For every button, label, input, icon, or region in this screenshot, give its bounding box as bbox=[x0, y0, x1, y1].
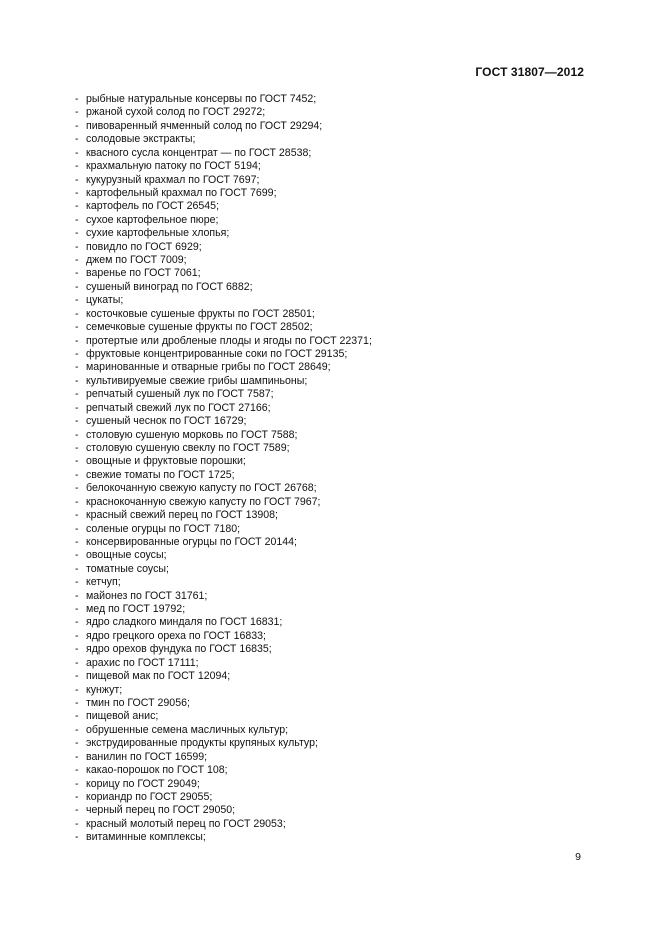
page-number: 9 bbox=[575, 851, 581, 863]
list-item bbox=[75, 361, 372, 374]
list-item bbox=[75, 804, 372, 817]
list-item bbox=[75, 415, 372, 428]
list-marker: - bbox=[75, 562, 79, 575]
list-item bbox=[75, 442, 372, 455]
list-marker: - bbox=[75, 777, 79, 790]
list-item-text: витаминные комплексы; bbox=[86, 831, 206, 844]
list-item bbox=[75, 536, 372, 549]
list-marker: - bbox=[75, 723, 79, 736]
list-item bbox=[75, 737, 372, 750]
list-marker: - bbox=[75, 509, 79, 522]
list-marker: - bbox=[75, 441, 79, 454]
list-item bbox=[75, 764, 372, 777]
list-marker: - bbox=[75, 388, 79, 401]
list-item bbox=[75, 496, 372, 509]
list-item-text: тмин по ГОСТ 29056; bbox=[86, 696, 190, 709]
list-marker: - bbox=[75, 160, 79, 173]
list-marker: - bbox=[75, 468, 79, 481]
list-item bbox=[75, 241, 372, 254]
list-item bbox=[75, 214, 372, 227]
list-item-text: джем по ГОСТ 7009; bbox=[86, 254, 187, 267]
list-item-text: варенье по ГОСТ 7061; bbox=[86, 267, 201, 280]
list-item bbox=[75, 348, 372, 361]
list-marker: - bbox=[75, 455, 79, 468]
list-item bbox=[75, 710, 372, 723]
list-item-text: экструдированные продукты крупяных культур; bbox=[86, 737, 318, 750]
list-item bbox=[75, 563, 372, 576]
list-item-text: семечковые сушеные фрукты по ГОСТ 28502; bbox=[86, 321, 313, 334]
list-item-text: сушеный чеснок по ГОСТ 16729; bbox=[86, 415, 247, 428]
list-item-text: краснокочанную свежую капусту по ГОСТ 7967; bbox=[86, 495, 321, 508]
list-marker: - bbox=[75, 213, 79, 226]
list-item-text: рыбные натуральные консервы по ГОСТ 7452; bbox=[86, 93, 317, 105]
list-item-text: соленые огурцы по ГОСТ 7180; bbox=[86, 522, 241, 535]
list-item-text: кунжут; bbox=[86, 683, 123, 696]
list-item bbox=[75, 335, 372, 348]
list-item-text: столовую сушеную морковь по ГОСТ 7588; bbox=[86, 428, 298, 441]
list-marker: - bbox=[75, 133, 79, 146]
list-item-text: солодовые экстракты; bbox=[86, 133, 196, 146]
list-marker: - bbox=[75, 683, 79, 696]
list-item-text: томатные соусы; bbox=[86, 562, 169, 575]
list-marker: - bbox=[75, 415, 79, 428]
list-marker: - bbox=[75, 200, 79, 213]
list-item-text: ядро сладкого миндаля по ГОСТ 16831; bbox=[86, 616, 283, 629]
list-item bbox=[75, 227, 372, 240]
list-item bbox=[75, 630, 372, 643]
list-item-text: овощные и фруктовые порошки; bbox=[86, 455, 246, 468]
list-item-text: повидло по ГОСТ 6929; bbox=[86, 240, 202, 253]
list-marker: - bbox=[75, 428, 79, 441]
list-marker: - bbox=[75, 361, 79, 374]
list-item bbox=[75, 697, 372, 710]
list-marker: - bbox=[75, 750, 79, 763]
list-marker: - bbox=[75, 119, 79, 132]
list-item-text: какао-порошок по ГОСТ 108; bbox=[86, 764, 228, 777]
list-marker: - bbox=[75, 764, 79, 777]
list-marker: - bbox=[75, 576, 79, 589]
list-item bbox=[75, 120, 372, 133]
list-item-text: маринованные и отварные грибы по ГОСТ 28649; bbox=[86, 361, 331, 374]
list-item bbox=[75, 724, 372, 737]
list-marker: - bbox=[75, 804, 79, 817]
list-item-text: сухое картофельное пюре; bbox=[86, 213, 219, 226]
list-item bbox=[75, 308, 372, 321]
list-item bbox=[75, 375, 372, 388]
list-marker: - bbox=[75, 616, 79, 629]
list-item bbox=[75, 469, 372, 482]
list-item-text: ядро орехов фундука по ГОСТ 16835; bbox=[86, 643, 272, 656]
list-item bbox=[75, 388, 372, 401]
page-header: ГОСТ 31807—2012 bbox=[475, 65, 584, 79]
list-item-text: корицу по ГОСТ 29049; bbox=[86, 777, 200, 790]
list-item bbox=[75, 576, 372, 589]
list-item bbox=[75, 106, 372, 119]
list-item bbox=[75, 200, 372, 213]
list-item-text: черный перец по ГОСТ 29050; bbox=[86, 804, 236, 817]
list-item-text: столовую сушеную свеклу по ГОСТ 7589; bbox=[86, 441, 290, 454]
list-item bbox=[75, 791, 372, 804]
list-item-text: репчатый сушеный лук по ГОСТ 7587; bbox=[86, 388, 274, 401]
list-item-text: красный свежий перец по ГОСТ 13908; bbox=[86, 509, 278, 522]
list-item-text: кукурузный крахмал по ГОСТ 7697; bbox=[86, 173, 260, 186]
list-marker: - bbox=[75, 374, 79, 387]
list-marker: - bbox=[75, 240, 79, 253]
list-item-text: кетчуп; bbox=[86, 576, 121, 589]
list-marker: - bbox=[75, 790, 79, 803]
list-item bbox=[75, 549, 372, 562]
list-item bbox=[75, 429, 372, 442]
list-item bbox=[75, 616, 372, 629]
list-item bbox=[75, 684, 372, 697]
list-item-text: мед по ГОСТ 19792; bbox=[86, 603, 186, 616]
list-item-text: косточковые сушеные фрукты по ГОСТ 28501; bbox=[86, 307, 315, 320]
list-marker: - bbox=[75, 93, 79, 105]
list-item bbox=[75, 254, 372, 267]
list-item-text: ржаной сухой солод по ГОСТ 29272; bbox=[86, 106, 266, 119]
list-item-text: белокочанную свежую капусту по ГОСТ 26768; bbox=[86, 482, 317, 495]
list-item-text: цукаты; bbox=[86, 294, 124, 307]
list-item bbox=[75, 321, 372, 334]
list-item bbox=[75, 778, 372, 791]
list-item-text: арахис по ГОСТ 17111; bbox=[86, 656, 199, 669]
list-marker: - bbox=[75, 254, 79, 267]
list-item-text: консервированные огурцы по ГОСТ 20144; bbox=[86, 535, 297, 548]
list-item bbox=[75, 590, 372, 603]
list-item-text: обрушенные семена масличных культур; bbox=[86, 723, 289, 736]
list-item-text: свежие томаты по ГОСТ 1725; bbox=[86, 468, 235, 481]
list-marker: - bbox=[75, 522, 79, 535]
list-marker: - bbox=[75, 334, 79, 347]
list-marker: - bbox=[75, 589, 79, 602]
list-item-text: репчатый свежий лук по ГОСТ 27166; bbox=[86, 401, 271, 414]
list-item-text: красный молотый перец по ГОСТ 29053; bbox=[86, 817, 286, 830]
list-marker: - bbox=[75, 307, 79, 320]
list-marker: - bbox=[75, 106, 79, 119]
list-item bbox=[75, 267, 372, 280]
list-item bbox=[75, 147, 372, 160]
list-item-text: сухие картофельные хлопья; bbox=[86, 227, 230, 240]
list-marker: - bbox=[75, 482, 79, 495]
list-marker: - bbox=[75, 737, 79, 750]
list-item bbox=[75, 455, 372, 468]
list-marker: - bbox=[75, 549, 79, 562]
list-item-text: кориандр по ГОСТ 29055; bbox=[86, 790, 213, 803]
list-item-text: протертые или дробленые плоды и ягоды по ГОСТ 22371; bbox=[86, 334, 372, 347]
list-item bbox=[75, 657, 372, 670]
list-item-text: крахмальную патоку по ГОСТ 5194; bbox=[86, 160, 261, 173]
list-item-text: квасного сусла концентрат — по ГОСТ 28538; bbox=[86, 146, 312, 159]
list-item-text: картофельный крахмал по ГОСТ 7699; bbox=[86, 186, 277, 199]
list-marker: - bbox=[75, 173, 79, 186]
list-item-text: картофель по ГОСТ 26545; bbox=[86, 200, 220, 213]
list-item-text: культивируемые свежие грибы шампиньоны; bbox=[86, 374, 308, 387]
item-list bbox=[75, 93, 372, 845]
list-marker: - bbox=[75, 603, 79, 616]
list-marker: - bbox=[75, 535, 79, 548]
list-item bbox=[75, 402, 372, 415]
list-item bbox=[75, 670, 372, 683]
list-item-text: майонез по ГОСТ 31761; bbox=[86, 589, 208, 602]
list-item-text: фруктовые концентрированные соки по ГОСТ 29135; bbox=[86, 348, 348, 361]
list-marker: - bbox=[75, 831, 79, 844]
list-marker: - bbox=[75, 227, 79, 240]
list-marker: - bbox=[75, 401, 79, 414]
list-marker: - bbox=[75, 817, 79, 830]
list-item bbox=[75, 174, 372, 187]
list-item bbox=[75, 133, 372, 146]
list-item bbox=[75, 482, 372, 495]
list-marker: - bbox=[75, 643, 79, 656]
list-marker: - bbox=[75, 321, 79, 334]
list-item bbox=[75, 523, 372, 536]
list-item-text: овощные соусы; bbox=[86, 549, 167, 562]
list-marker: - bbox=[75, 710, 79, 723]
list-item-text: пивоваренный ячменный солод по ГОСТ 29294; bbox=[86, 119, 323, 132]
list-item-text: пищевой мак по ГОСТ 12094; bbox=[86, 670, 231, 683]
list-item bbox=[75, 294, 372, 307]
list-marker: - bbox=[75, 294, 79, 307]
list-marker: - bbox=[75, 670, 79, 683]
list-item bbox=[75, 160, 372, 173]
list-item bbox=[75, 751, 372, 764]
list-marker: - bbox=[75, 267, 79, 280]
list-marker: - bbox=[75, 696, 79, 709]
list-marker: - bbox=[75, 146, 79, 159]
list-marker: - bbox=[75, 495, 79, 508]
list-item bbox=[75, 187, 372, 200]
list-item bbox=[75, 831, 372, 844]
list-marker: - bbox=[75, 656, 79, 669]
list-item bbox=[75, 509, 372, 522]
list-item bbox=[75, 603, 372, 616]
list-item-text: пищевой анис; bbox=[86, 710, 159, 723]
list-marker: - bbox=[75, 186, 79, 199]
list-item-text: ядро грецкого ореха по ГОСТ 16833; bbox=[86, 629, 266, 642]
list-item-text: ванилин по ГОСТ 16599; bbox=[86, 750, 208, 763]
list-item bbox=[75, 643, 372, 656]
list-item-text: сушеный виноград по ГОСТ 6882; bbox=[86, 280, 253, 293]
list-marker: - bbox=[75, 629, 79, 642]
list-item bbox=[75, 93, 372, 106]
list-item bbox=[75, 281, 372, 294]
list-marker: - bbox=[75, 280, 79, 293]
list-marker: - bbox=[75, 348, 79, 361]
list-item bbox=[75, 818, 372, 831]
